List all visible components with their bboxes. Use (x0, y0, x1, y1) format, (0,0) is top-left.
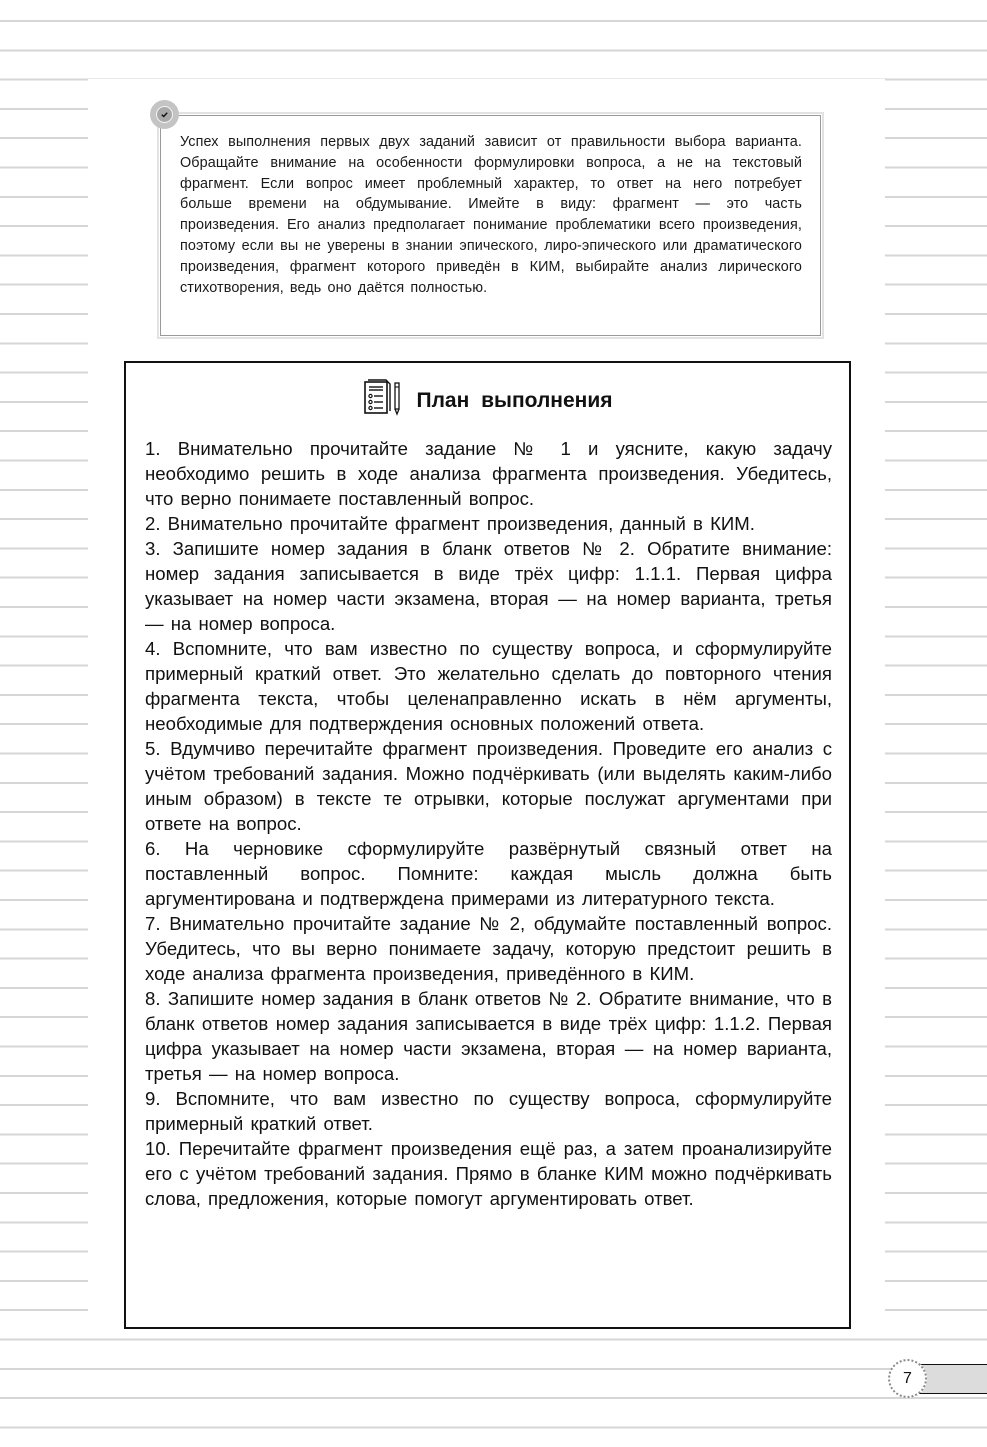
plan-item: 10. Перечитайте фрагмент произведения ещё раз, а затем проанализируйте его с учётом требований задания. Прямо в бланке КИМ можно подчёркивать слова, предложения, которые помогут аргументировать ответ. (145, 1138, 832, 1209)
plan-title: План выполнения (416, 388, 613, 412)
plan-item: 9. Вспомните, что вам известно по существу вопроса, сформулируйте примерный краткий ответ. (145, 1088, 832, 1134)
plan-item: 8. Запишите номер задания в бланк ответов № 2. Обратите внимание, что в бланк ответов номер задания записывается в виде трёх цифр: 1.1.2. Первая цифра указывает на номер части экзамена, вторая — на номер варианта, третья — на номер вопроса. (145, 988, 832, 1084)
page-number: 7 (888, 1359, 927, 1398)
plan-item: 7. Внимательно прочитайте задание № 2, обдумайте поставленный вопрос. Убедитесь, что вы верно понимаете задачу, которую предстоит решить в ходе анализа фрагмента произведения, приведённого в КИМ. (145, 913, 832, 984)
plan-item: 1. Внимательно прочитайте задание № 1 и уясните, какую задачу необходимо решить в ходе анализа фрагмента произведения. Убедитесь, что верно понимаете поставленный вопрос. (145, 438, 832, 509)
checklist-with-pencil-icon (362, 379, 404, 422)
plan-item: 4. Вспомните, что вам известно по существу вопроса, и сформулируйте примерный краткий ответ. Это желательно сделать до повторного чтения фрагмента текста, чтобы целенаправленно искать в нём аргументы, необходимые для подтверждения основных положений ответа. (145, 638, 832, 734)
plan-list (145, 436, 832, 1211)
plan-item: 3. Запишите номер задания в бланк ответов № 2. Обратите внимание: номер задания записывается в виде трёх цифр: 1.1.1. Первая цифра указывает на номер части экзамена, вторая — на номер варианта, третья — на номер вопроса. (145, 538, 832, 634)
plan-box (124, 361, 851, 1329)
plan-item: 2. Внимательно прочитайте фрагмент произведения, данный в КИМ. (145, 513, 755, 534)
plan-item: 5. Вдумчиво перечитайте фрагмент произведения. Проведите его анализ с учётом требований задания. Можно подчёркивать (или выделять каким-либо иным образом) в тексте те отрывки, которые послужат аргументами при ответе на вопрос. (145, 738, 832, 834)
checkmark-icon (156, 106, 173, 123)
plan-header (126, 379, 849, 422)
tip-text: Успех выполнения первых двух заданий зависит от правильности выбора варианта. Обращайте внимание на особенности формулировки вопроса, а не на текстовый фрагмент. Если вопрос имеет проблемный характер, то ответ на него потребует больше времени на обдумывание. Имейте в виду: фрагмент — это часть произведения. Его анализ предполагает понимание проблематики всего произведения, поэтому если вы не уверены в знании эпического, лиро-эпического или драматического произведения, фрагмент которого приведён в КИМ, выбирайте анализ лирического стихотворения, ведь оно даётся полностью. (180, 134, 802, 296)
tip-badge (150, 100, 179, 129)
plan-item: 6. На черновике сформулируйте развёрнутый связный ответ на поставленный вопрос. Помните: каждая мысль должна быть аргументирована и подтверждена примерами из литературного текста. (145, 838, 832, 909)
